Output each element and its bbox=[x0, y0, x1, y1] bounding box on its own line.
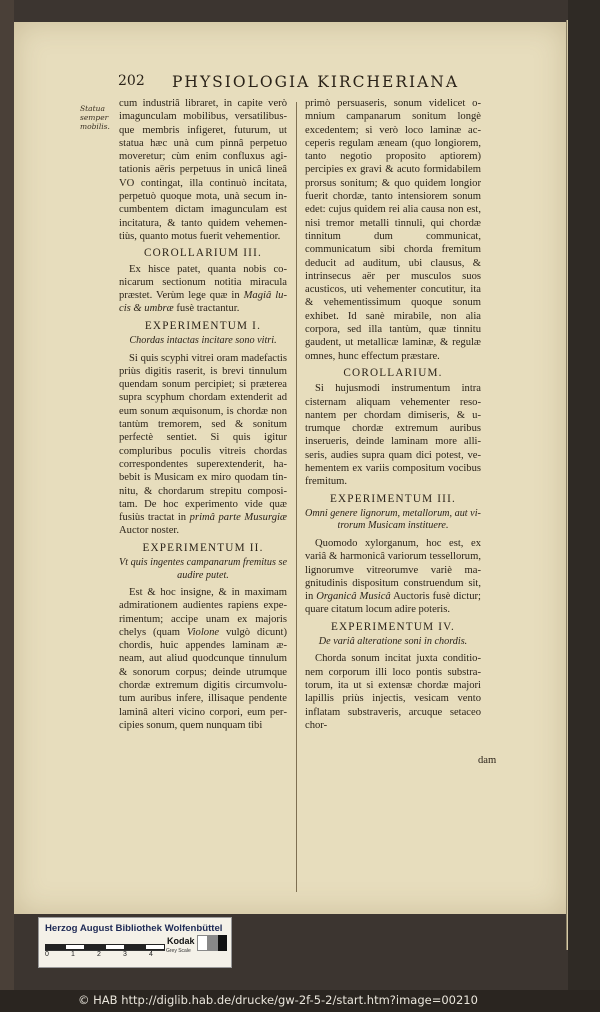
page-number: 202 bbox=[118, 73, 145, 89]
ruler-tick: 1 bbox=[71, 951, 75, 958]
paragraph: cum industriâ libraret, in capite verò imagunculam mobilibus, versatilibusque membris infigeret, futurum, ut statua hæc unà cum pinnâ perpetuo moveretur; cùm enim confluxus agitationis aëris perpetuus in unicâ lineâ VO contingat, illa continuò incitata, perpetuò quoque mota, unà secum incumbentem dictam imagunculam est incitatura, & tanto quidem vehementiùs, quanto motus fuerit vehementior. bbox=[119, 98, 287, 242]
section-heading: EXPERIMENTUM I. bbox=[144, 319, 262, 332]
ruler-tick: 2 bbox=[97, 951, 101, 958]
section-heading: COROLLARIUM III. bbox=[143, 247, 262, 260]
copyright-link[interactable]: © HAB http://diglib.hab.de/drucke/gw-2f-5-2/start.htm?image=00210 bbox=[78, 993, 478, 1007]
ruler-tick: 4 bbox=[149, 951, 153, 958]
paragraph: Ex hisce patet, quanta nobis conicarum sectionum notitia miracula præstet. Verùm lege quæ in Magiâ lucis & umbræ fusè tractantur. bbox=[119, 263, 287, 315]
paragraph: Chorda sonum incitat juxta conditionem corporum illi loco pontis substratorum, ita ut si extensæ chordæ majori lapillis priùs injectis, vesicam vento inflatam substraveris, arcuque setaceo chor- bbox=[305, 653, 481, 731]
scale-ruler bbox=[45, 940, 165, 951]
column-divider bbox=[296, 102, 297, 892]
section-subtitle: Vt quis ingentes campanarum fremitus se audire putet. bbox=[119, 557, 287, 581]
section-heading: EXPERIMENTUM III. bbox=[329, 492, 457, 505]
section-subtitle: De variâ alteratione soni in chordis. bbox=[318, 635, 468, 647]
section-heading: EXPERIMENTUM IV. bbox=[330, 620, 456, 633]
book-page bbox=[14, 22, 566, 914]
section-heading: COROLLARIUM. bbox=[343, 366, 443, 379]
section-subtitle: Chordas intactas incitare sono vitri. bbox=[129, 335, 277, 347]
paragraph: Si hujusmodi instrumentum intra cisternam aliquam vehementer resonantem per chordam dimiseris, & utrumque chordæ extremum auribus inserueris, deinde laminam more alliseris, audies supra quam dici potest, vehementem ex variis compositum vocibus fremitum. bbox=[305, 383, 481, 488]
margin-note: Statua semper mobilis. bbox=[80, 104, 110, 131]
catchword: dam bbox=[478, 755, 497, 766]
left-column bbox=[119, 97, 287, 736]
running-title: PHYSIOLOGIA KIRCHERIANA bbox=[172, 73, 460, 91]
section-subtitle: Omni genere lignorum, metallorum, aut vitrorum Musicam instituere. bbox=[305, 507, 481, 532]
scan-background-left bbox=[0, 0, 14, 990]
library-name: Herzog August Bibliothek Wolfenbüttel bbox=[45, 923, 223, 934]
paragraph: Est & hoc insigne, & in maximam admirationem audientes rapiens experimentum; accipe unam ex majoris chelys (quam Violone vulgò dicunt) chordis, huic appendes laminam æneam, aut aliud quodcunque tinnulum & sonorum corpus; deinde utrumque chordæ extremum digitis circumvolutum auribus infere, illisaque pendente laminâ alteri vicino corpori, eum percipies sonum, quem nunquam tibi bbox=[119, 587, 287, 731]
right-column bbox=[305, 97, 481, 736]
page-header bbox=[14, 73, 566, 95]
paragraph: Quomodo xylorganum, hoc est, ex variâ & harmonicâ variorum tessellorum, lignorumve vitreorumve variè magnitudinis dispositum construendum sit, in Organicâ Musicâ Auctoris fusè dictur; quare citatum locum adire poteris. bbox=[305, 537, 481, 616]
scan-background-right bbox=[568, 0, 600, 990]
grey-scale-patches bbox=[197, 935, 227, 951]
kodak-logo: Kodak bbox=[167, 936, 195, 946]
grey-scale-label: Grey Scale bbox=[166, 948, 191, 954]
footer-bar bbox=[0, 990, 600, 1012]
section-heading: EXPERIMENTUM II. bbox=[142, 541, 264, 554]
paragraph: Si quis scyphi vitrei oram madefactis priùs digitis raserit, is brevi tinnulum quendam sonum percipiet; si præterea supra scyphum chordam extenderit ad eum sonum æquisonum, is chordæ non tantùm tremorem, sed & sonitum perfectè sentiet. Si quis igitur compluribus poculis vitreis chordas correspondentes superextenderit, habebit is Musicam ex miro quodam tinnitu, & chordarum strepitu compositam. De hoc experimento vide quæ fusiùs tractat in primâ parte Musurgiæ Auctor noster. bbox=[119, 352, 287, 537]
ruler-tick: 3 bbox=[123, 951, 127, 958]
ruler-tick: 0 bbox=[45, 951, 49, 958]
paragraph: primò persuaseris, sonum videlicet omnium campanarum sonitum longè excedentem; si verò loco laminæ acceperis regulam æneam (quo longiorem, tanto negotio proposito aptiorem) percipies ex gravi & acuto formidabilem prorsus sonitum; & quo quidem longior fuerit chordæ, tanto intensiorem sonum edet: cujus quidem rei alia causa non est, nisi tremor metalli tinnuli, qui chordæ tinnitum dum communicat, communicatum sibi chorda fremitum deducit ad auditum, ubi clausus, & intrinsecus aër per musculos suos acusticos, uti vehementer concutitur, ita & vehementissimum quoque sonum exhibet. Id sanè mirabile, non alia corpora, sed illa tantùm, quæ tinnitu gaudent, ut metallicæ laminæ, & regulæ omnes, hunc effectum præstare. bbox=[305, 98, 481, 362]
library-label bbox=[38, 917, 232, 968]
